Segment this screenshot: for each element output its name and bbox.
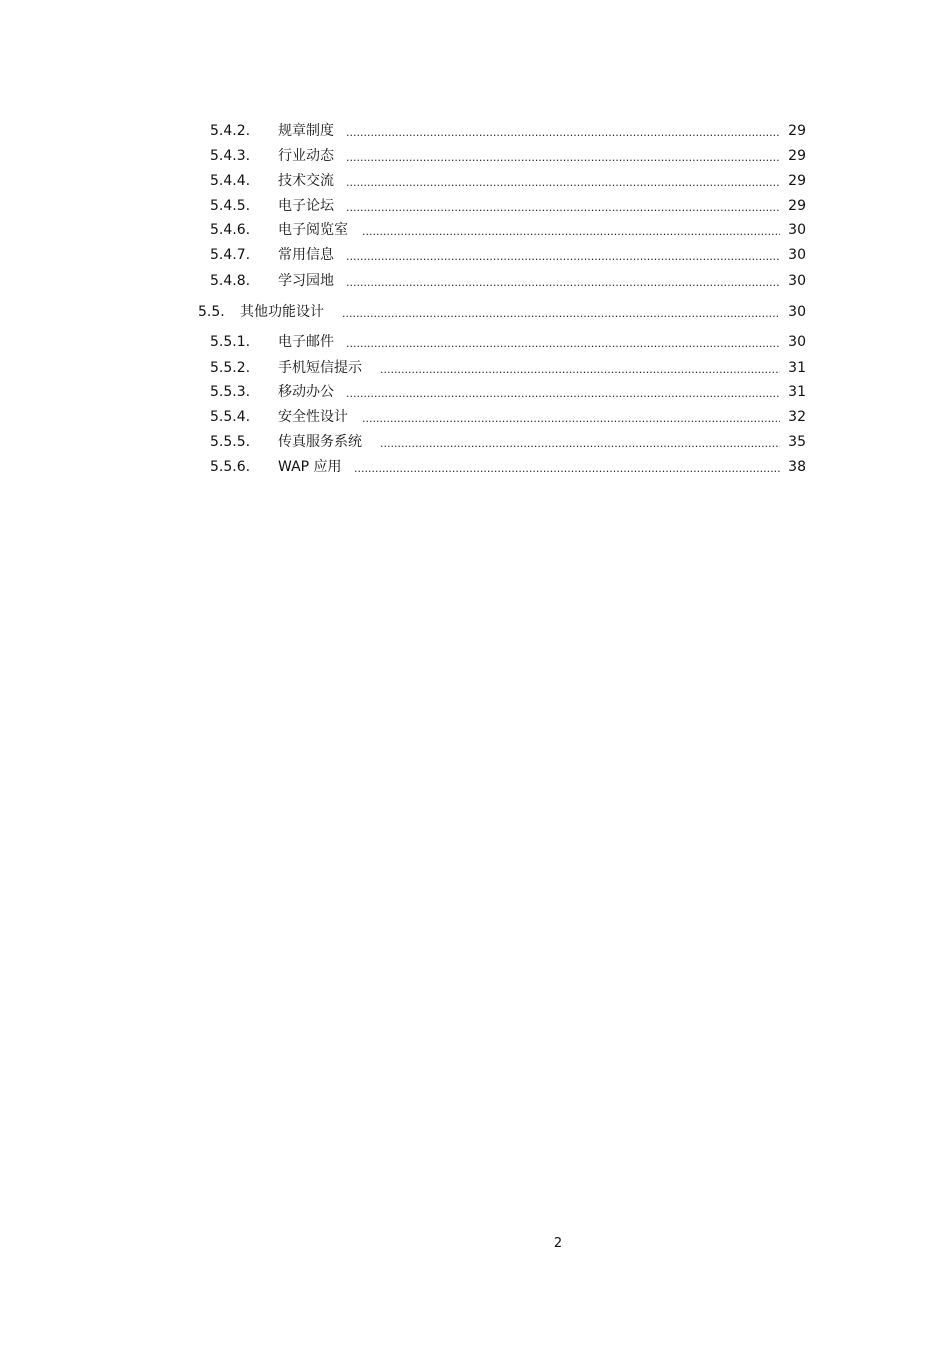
toc-entry-number: 5.4.2.	[210, 123, 251, 139]
toc-dot-leader	[380, 430, 780, 454]
toc-entry[interactable]	[0, 330, 950, 354]
toc-dot-leader	[346, 194, 780, 218]
toc-entry-page: 29	[788, 173, 806, 189]
toc-entry-title: 电子邮件	[278, 334, 334, 350]
toc-entry[interactable]	[0, 405, 950, 429]
toc-entry[interactable]	[0, 243, 950, 267]
toc-dot-leader	[346, 119, 780, 143]
toc-entry-number: 5.5.6.	[210, 459, 251, 475]
toc-entry-number: 5.4.7.	[210, 247, 251, 263]
toc-dot-leader	[362, 405, 780, 429]
toc-entry-page: 29	[788, 148, 806, 164]
toc-entry-number: 5.5.1.	[210, 334, 251, 350]
toc-entry-page: 32	[788, 409, 806, 425]
toc-entry-page: 30	[788, 247, 806, 263]
toc-entry[interactable]	[0, 144, 950, 168]
toc-dot-leader	[362, 218, 780, 242]
toc-entry-title: 电子论坛	[278, 198, 334, 214]
toc-entry-page: 29	[788, 123, 806, 139]
toc-entry-number: 5.5.3.	[210, 384, 251, 400]
toc-entry-number: 5.4.5.	[210, 198, 251, 214]
toc-entry[interactable]	[0, 194, 950, 218]
toc-entry-title: 规章制度	[278, 123, 334, 139]
toc-entry-title: 技术交流	[278, 173, 334, 189]
toc-entry-title: 移动办公	[278, 384, 334, 400]
toc-entry[interactable]	[0, 119, 950, 143]
toc-dot-leader	[346, 269, 780, 293]
toc-entry-number: 5.5.2.	[210, 360, 251, 376]
toc-entry-number: 5.4.8.	[210, 273, 251, 289]
toc-dot-leader	[346, 380, 780, 404]
toc-entry-page: 31	[788, 384, 806, 400]
toc-entry-number: 5.4.6.	[210, 222, 251, 238]
toc-dot-leader	[380, 356, 780, 380]
toc-entry[interactable]	[0, 356, 950, 380]
toc-entry[interactable]	[0, 269, 950, 293]
toc-entry-number: 5.4.3.	[210, 148, 251, 164]
toc-entry-title: 传真服务系统	[278, 434, 362, 450]
footer-page-number: 2	[553, 1236, 563, 1251]
toc-entry-number: 5.5.4.	[210, 409, 251, 425]
toc-entry-page: 30	[788, 273, 806, 289]
toc-section-entry[interactable]	[0, 300, 950, 324]
toc-dot-leader	[342, 300, 780, 324]
toc-entry-title: 行业动态	[278, 148, 334, 164]
toc-entry-number: 5.5.	[198, 304, 225, 320]
toc-entry[interactable]	[0, 218, 950, 242]
toc-entry-page: 29	[788, 198, 806, 214]
toc-entry-title: 安全性设计	[278, 409, 348, 425]
toc-dot-leader	[354, 455, 780, 479]
toc-entry[interactable]	[0, 169, 950, 193]
toc-entry-page: 35	[788, 434, 806, 450]
toc-dot-leader	[346, 144, 780, 168]
toc-entry-title: 电子阅览室	[278, 222, 348, 238]
toc-dot-leader	[346, 330, 780, 354]
toc-entry-page: 31	[788, 360, 806, 376]
toc-dot-leader	[346, 169, 780, 193]
toc-entry[interactable]	[0, 380, 950, 404]
toc-entry-page: 30	[788, 222, 806, 238]
toc-entry-number: 5.5.5.	[210, 434, 251, 450]
toc-entry-page: 38	[788, 459, 806, 475]
toc-entry[interactable]	[0, 455, 950, 479]
toc-entry-title: WAP 应用	[278, 459, 342, 475]
toc-entry-page: 30	[788, 334, 806, 350]
toc-entry-title: 手机短信提示	[278, 360, 362, 376]
toc-entry-number: 5.4.4.	[210, 173, 251, 189]
toc-entry-title: 学习园地	[278, 273, 334, 289]
toc-entry-title: 常用信息	[278, 247, 334, 263]
toc-entry[interactable]	[0, 430, 950, 454]
toc-entry-page: 30	[788, 304, 806, 320]
toc-dot-leader	[346, 243, 780, 267]
toc-entry-title: 其他功能设计	[240, 304, 324, 320]
